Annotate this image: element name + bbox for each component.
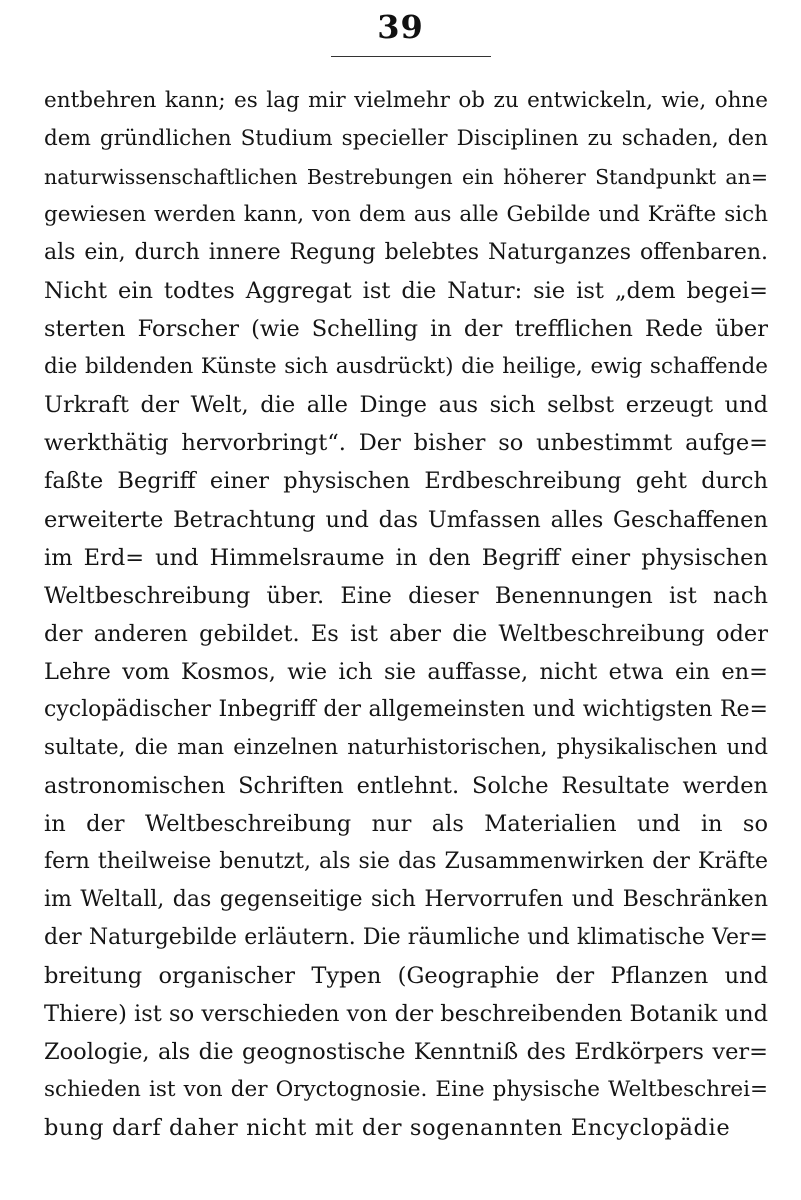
text-line: in der Weltbeschreibung nur als Materialien und in so — [44, 810, 768, 837]
page-number: 39 — [377, 8, 424, 46]
text-line: der anderen gebildet. Es ist aber die Weltbeschreibung oder — [44, 620, 768, 647]
text-line: entbehren kann; es lag mir vielmehr ob zu entwickeln, wie, ohne — [44, 88, 768, 113]
text-line: cyclopädischer Inbegriff der allgemeinsten und wichtigsten Re= — [44, 696, 768, 722]
text-line: gewiesen werden kann, von dem aus alle Gebilde und Kräfte sich — [44, 202, 768, 228]
text-line: breitung organischer Typen (Geographie der Pflanzen und — [44, 963, 768, 990]
text-line: fern theilweise benutzt, als sie das Zusammenwirken der Kräfte — [44, 848, 768, 874]
text-line: Zoologie, als die geognostische Kenntniß des Erdkörpers ver= — [44, 1039, 768, 1066]
body-text — [44, 82, 768, 1147]
text-line: im Weltall, das gegenseitige sich Hervorrufen und Beschränken — [44, 886, 768, 912]
text-line: Nicht ein todtes Aggregat ist die Natur: sie ist „dem begei= — [44, 278, 768, 305]
text-line: schieden ist von der Oryctognosie. Eine physische Weltbeschrei= — [44, 1077, 768, 1103]
text-line: sultate, die man einzelnen naturhistorischen, physikalischen und — [44, 734, 768, 760]
text-line: faßte Begriff einer physischen Erdbeschreibung geht durch — [44, 468, 768, 495]
text-line: die bildenden Künste sich ausdrückt) die heilige, ewig schaffende — [44, 354, 768, 380]
text-line: dem gründlichen Studium specieller Disciplinen zu schaden, den — [44, 126, 768, 152]
text-line: Thiere) ist so verschieden von der beschreibenden Botanik und — [44, 1001, 768, 1028]
text-line: der Naturgebilde erläutern. Die räumliche und klimatische Ver= — [44, 925, 768, 951]
text-line: Weltbeschreibung über. Eine dieser Benennungen ist nach — [44, 582, 768, 609]
text-line: werkthätig hervorbringt“. Der bisher so unbestimmt aufge= — [44, 430, 768, 457]
text-line: Urkraft der Welt, die alle Dinge aus sich selbst erzeugt und — [44, 392, 768, 419]
text-line: naturwissenschaftlichen Bestrebungen ein höherer Standpunkt an= — [44, 165, 768, 190]
text-line: Lehre vom Kosmos, wie ich sie auffasse, nicht etwa ein en= — [44, 658, 768, 685]
text-line: sterten Forscher (wie Schelling in der trefflichen Rede über — [44, 316, 768, 343]
text-line: erweiterte Betrachtung und das Umfassen alles Geschaffenen — [44, 506, 768, 533]
text-line: im Erd= und Himmelsraume in den Begriff einer physischen — [44, 544, 768, 571]
text-line: astronomischen Schriften entlehnt. Solche Resultate werden — [44, 772, 768, 799]
header-rule — [331, 56, 491, 57]
text-line: bung darf daher nicht mit der sogenannten Encyclopädie — [44, 1115, 731, 1142]
text-line: als ein, durch innere Regung belebtes Naturganzes offenbaren. — [44, 240, 768, 266]
